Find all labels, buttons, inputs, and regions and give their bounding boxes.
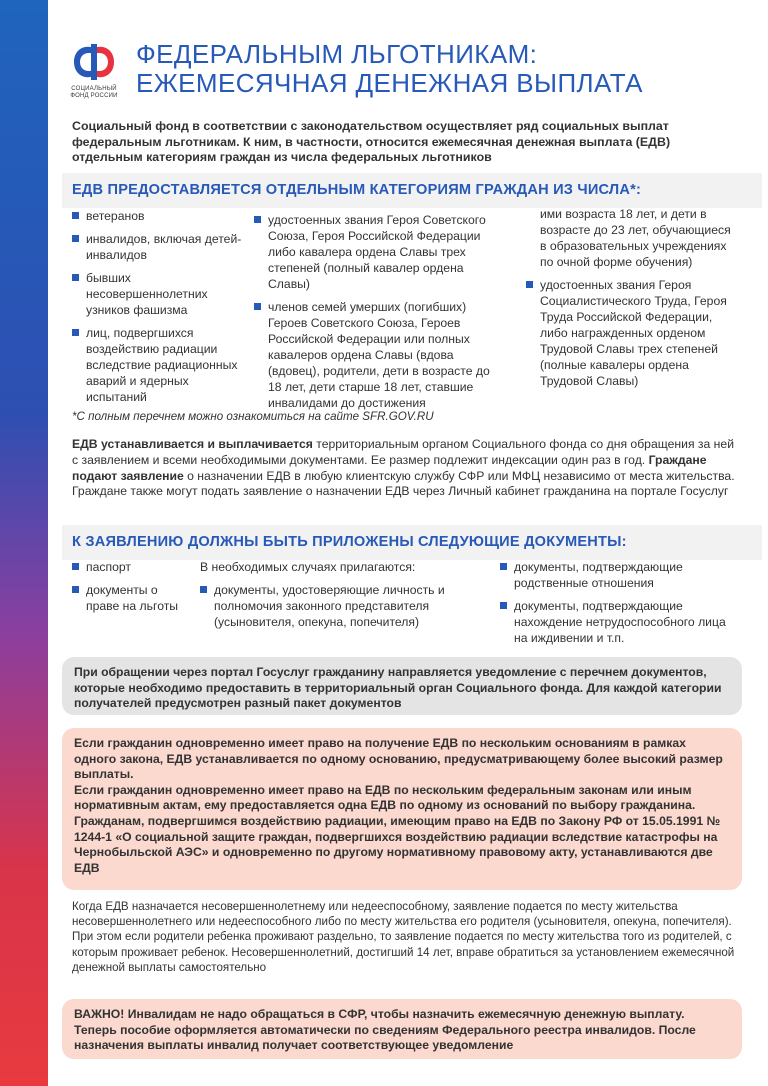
edv-procedure-paragraph: ЕДВ устанавливается и выплачивается территориальным органом Социального фонда со дня обращения за ней с заявлением и всеми необходимыми документами. Ее размер подлежит индексации один раз в год. Граждане подают заявление о назначении ЕДВ в любую клиентскую службу СФР или МФЦ независимо от места жительства. Граждане также могут подать заявление о назначении ЕДВ через Личный кабинет гражданина на портале Госуслуг — [72, 437, 735, 499]
section1-col-2 — [254, 212, 506, 418]
list-item-continued: ими возраста 18 лет, и дети в возрасте до 23 лет, обучающиеся в образовательных учреждениях по очной форме обучения) — [540, 207, 731, 269]
list-item: документы, удостоверяющие личность и полномочия законного представителя (усыновителя, опекуна, попечителя) — [200, 582, 462, 630]
important-label: ВАЖНО! — [74, 1007, 125, 1021]
title-line-1: ФЕДЕРАЛЬНЫМ ЛЬГОТНИКАМ: — [136, 39, 538, 69]
box-paragraph-3: Гражданам, подвергшимся воздействию радиации, имеющим право на ЕДВ по Закону РФ от 15.05.1991 № 1244-1 «О социальной защите граждан, подвергшихся воздействию радиации вследствие катастрофы на Чернобыльской АЭС» и одновременно по другому нормативному правовому акту, устанавливаются две ЕДВ — [74, 813, 721, 875]
bullet-square-icon — [72, 329, 79, 336]
list-item: инвалидов, включая детей-инвалидов — [72, 231, 244, 263]
footnote: *С полным перечнем можно ознакомиться на сайте SFR.GOV.RU — [72, 410, 434, 423]
bullet-square-icon — [72, 274, 79, 281]
section2-col-1 — [72, 559, 180, 621]
bold-phrase: Граждане подают заявление — [72, 452, 707, 483]
list-item: удостоенных звания Героя Советского Союза, Героя Российской Федерации либо кавалера ордена Славы трех степеней (полный кавалер ордена Славы) — [254, 212, 506, 292]
list-item: бывших несовершеннолетних узников фашизма — [72, 270, 244, 318]
bullet-square-icon — [526, 281, 533, 288]
section2-col-2 — [200, 559, 462, 637]
section1-heading: ЕДВ ПРЕДОСТАВЛЯЕТСЯ ОТДЕЛЬНЫМ КАТЕГОРИЯМ ГРАЖДАН ИЗ ЧИСЛА*: — [72, 182, 642, 198]
section2-col-3 — [500, 559, 736, 653]
section1-col-3 — [526, 206, 740, 396]
sfr-logo — [66, 40, 122, 100]
intro-text: Социальный фонд в соответствии с законодательством осуществляет ряд социальных выплат федеральным льготникам. К ним, в частности, относится ежемесячная денежная выплата (ЕДВ) отдельным категориям граждан из числа федеральных льготников — [72, 119, 671, 164]
bullet-square-icon — [72, 235, 79, 242]
bullet-square-icon — [72, 586, 79, 593]
list-item: лиц, подвергшихся воздействию радиации вследствие радиационных аварий и ядерных испытаний — [72, 325, 244, 405]
list-item: паспорт — [72, 559, 180, 575]
multiple-grounds-box — [62, 728, 742, 890]
sfr-logo-icon — [66, 40, 122, 84]
list-item: документы о праве на льготы — [72, 582, 180, 614]
bold-phrase: ЕДВ устанавливается и выплачивается — [72, 437, 313, 451]
list-item: документы, подтверждающие нахождение нетрудоспособного лица на иждивении и т.п. — [500, 598, 736, 646]
section1-col-1 — [72, 208, 244, 412]
box-paragraph-1: Если гражданин одновременно имеет право на получение ЕДВ по нескольким основаниям в рамках одного закона, ЕДВ устанавливается по одному основанию, предусматривающему более высокий размер выплаты. — [74, 736, 723, 782]
bullet-square-icon — [254, 216, 261, 223]
bullet-square-icon — [254, 303, 261, 310]
list-item: документы, подтверждающие родственные отношения — [500, 559, 736, 591]
bullet-square-icon — [500, 602, 507, 609]
box-paragraph-2: Если гражданин одновременно имеет право на ЕДВ по нескольким федеральным законам или иным нормативным актам, ему предоставляется одна ЕДВ по одному из оснований по выбору гражданина. — [74, 782, 696, 813]
list-item: членов семей умерших (погибших) Героев Советского Союза, Героев Российской Федерации или полных кавалеров ордена Славы (вдова (вдовец), родители, дети в возрасте до 18 лет, дети старше 18 лет, ставшие инвалидами до достижения — [254, 299, 506, 411]
page-title — [136, 40, 736, 98]
bullet-square-icon — [72, 212, 79, 219]
bullet-square-icon — [500, 563, 507, 570]
sidebar-gradient-stripe — [0, 0, 48, 1086]
logo-line-2: ФОНД РОССИИ — [70, 93, 118, 99]
logo-line-1: СОЦИАЛЬНЫЙ — [71, 86, 117, 92]
gosuslugi-notice-box: При обращении через портал Госуслуг гражданину направляется уведомление с перечнем документов, которые необходимо предоставить в территориальный орган Социального фонда. Для каждой категории получателей предусмотрен разный пакет документов — [62, 657, 742, 715]
list-item: удостоенных звания Героя Социалистического Труда, Героя Труда Российской Федерации, либо награжденных орденом Трудовой Славы трех степеней (полные кавалеры ордена Трудовой Славы) — [526, 277, 740, 389]
list-item: ветеранов — [72, 208, 244, 224]
bullet-square-icon — [200, 586, 207, 593]
important-notice-box: ВАЖНО! Инвалидам не надо обращаться в СФР, чтобы назначить ежемесячную денежную выплату. Теперь пособие оформляется автоматически по сведениям Федерального реестра инвалидов. После назначения выплаты инвалид получает соответствующее уведомление — [62, 999, 742, 1059]
minors-paragraph: Когда ЕДВ назначается несовершеннолетнему или недееспособному, заявление подается по месту жительства несовершеннолетнего или недееспособного либо по месту жительства его родителя (усыновителя, опекуна, попечителя). При этом если родители ребенка проживают раздельно, то заявление подается по месту жительства того из родителей, с которым проживает ребенок. Несовершеннолетний, достигший 14 лет, вправе обратиться за установлением ежемесячной денежной выплаты самостоятельно — [72, 900, 735, 974]
title-line-2: ЕЖЕМЕСЯЧНАЯ ДЕНЕЖНАЯ ВЫПЛАТА — [136, 68, 643, 98]
col-intro: В необходимых случаях прилагаются: — [200, 560, 416, 574]
bullet-square-icon — [72, 563, 79, 570]
section2-heading: К ЗАЯВЛЕНИЮ ДОЛЖНЫ БЫТЬ ПРИЛОЖЕНЫ СЛЕДУЮЩИЕ ДОКУМЕНТЫ: — [72, 534, 627, 550]
